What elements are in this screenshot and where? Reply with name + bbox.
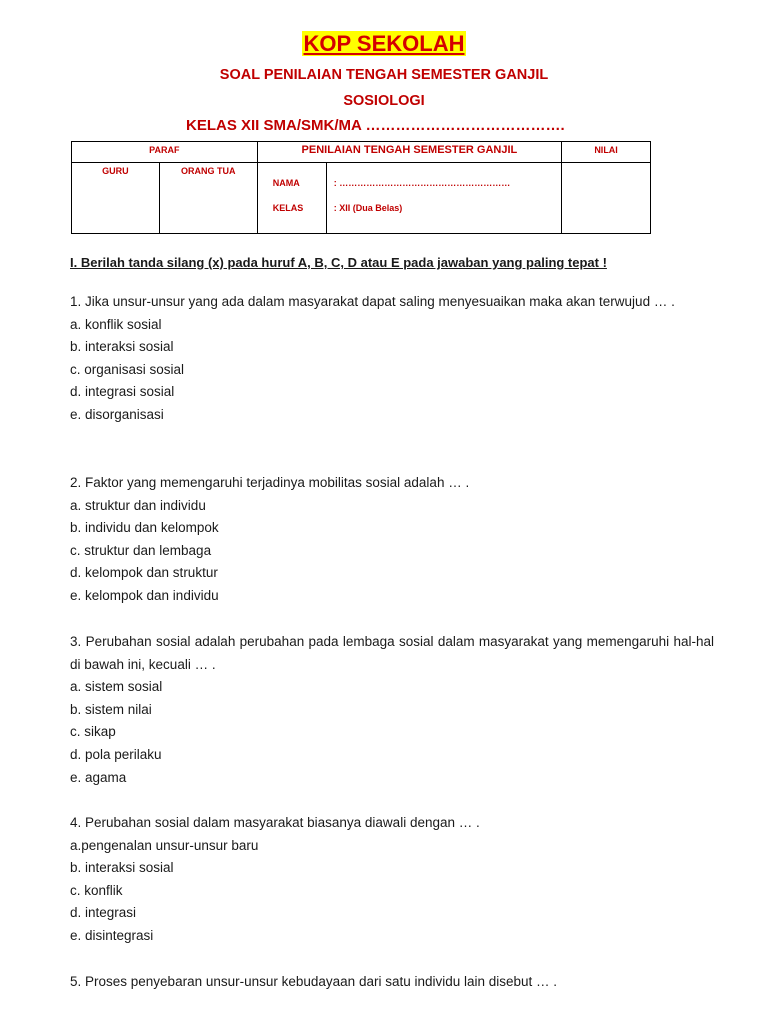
identity-table [71, 141, 651, 234]
instruction-text: I. Berilah tanda silang (x) pada huruf A, B, C, D atau E pada jawaban yang paling tepat ! [70, 255, 607, 270]
letterhead-title [0, 31, 768, 57]
orang-tua-label: ORANG TUA [181, 166, 236, 176]
option-e[interactable]: e. kelompok dan individu [70, 587, 219, 603]
option-b[interactable]: b. interaksi sosial [70, 339, 174, 355]
kelas-label: KELAS [272, 203, 304, 213]
guru-cell [72, 163, 160, 234]
student-info-cell [257, 163, 561, 234]
question-stem: 5. Proses penyebaran unsur-unsur kebudayaan dari satu individu lain disebut … . [70, 974, 558, 989]
nilai-cell [562, 163, 651, 234]
penilaian-header: PENILAIAN TENGAH SEMESTER GANJIL [257, 142, 561, 163]
option-c[interactable]: c. konflik [70, 882, 123, 898]
option-e[interactable]: e. disorganisasi [70, 406, 164, 422]
kop-text: KOP SEKOLAH [303, 31, 465, 56]
option-a[interactable]: a. sistem sosial [70, 679, 163, 695]
option-a[interactable]: a.pengenalan unsur-unsur baru [70, 837, 259, 853]
option-b[interactable]: b. individu dan kelompok [70, 520, 219, 536]
option-c[interactable]: c. sikap [70, 724, 116, 740]
option-d[interactable]: d. integrasi [70, 905, 137, 921]
option-c[interactable]: c. struktur dan lembaga [70, 542, 212, 558]
question-4 [70, 812, 714, 948]
nilai-header: NILAI [562, 142, 651, 163]
class-line: KELAS XII SMA/SMK/MA …………………………………. [186, 117, 565, 134]
option-c[interactable]: c. organisasi sosial [70, 361, 185, 377]
guru-label: GURU [102, 166, 129, 176]
exam-title: SOAL PENILAIAN TENGAH SEMESTER GANJIL [219, 67, 549, 83]
option-e[interactable]: e. disintegrasi [70, 927, 154, 943]
option-a[interactable]: a. konflik sosial [70, 316, 162, 332]
question-stem: 4. Perubahan sosial dalam masyarakat biasanya diawali dengan … . [70, 815, 480, 830]
option-d[interactable]: d. kelompok dan struktur [70, 565, 218, 581]
nama-label: NAMA [272, 178, 300, 188]
question-stem: 1. Jika unsur-unsur yang ada dalam masyarakat dapat saling menyesuaikan maka akan terwujud … . [70, 294, 675, 309]
nama-field[interactable]: : ………………………………………………… [333, 178, 511, 188]
inner-divider [326, 163, 327, 233]
option-d[interactable]: d. pola perilaku [70, 746, 162, 762]
option-a[interactable]: a. struktur dan individu [70, 497, 206, 513]
subject-title: SOSIOLOGI [343, 93, 425, 109]
question-2 [70, 472, 714, 608]
option-d[interactable]: d. integrasi sosial [70, 384, 175, 400]
option-b[interactable]: b. sistem nilai [70, 701, 152, 717]
question-3 [70, 631, 714, 789]
question-5 [70, 971, 714, 994]
question-1 [70, 291, 714, 427]
question-stem: 2. Faktor yang memengaruhi terjadinya mobilitas sosial adalah … . [70, 475, 470, 490]
option-b[interactable]: b. interaksi sosial [70, 860, 174, 876]
paraf-header: PARAF [72, 142, 258, 163]
question-stem: 3. Perubahan sosial adalah perubahan pada lembaga sosial dalam masyarakat yang memengaruhi hal-hal di bawah ini, kecuali … . [70, 634, 714, 672]
orang-tua-cell [159, 163, 257, 234]
kelas-value: : XII (Dua Belas) [333, 203, 403, 213]
option-e[interactable]: e. agama [70, 769, 127, 785]
